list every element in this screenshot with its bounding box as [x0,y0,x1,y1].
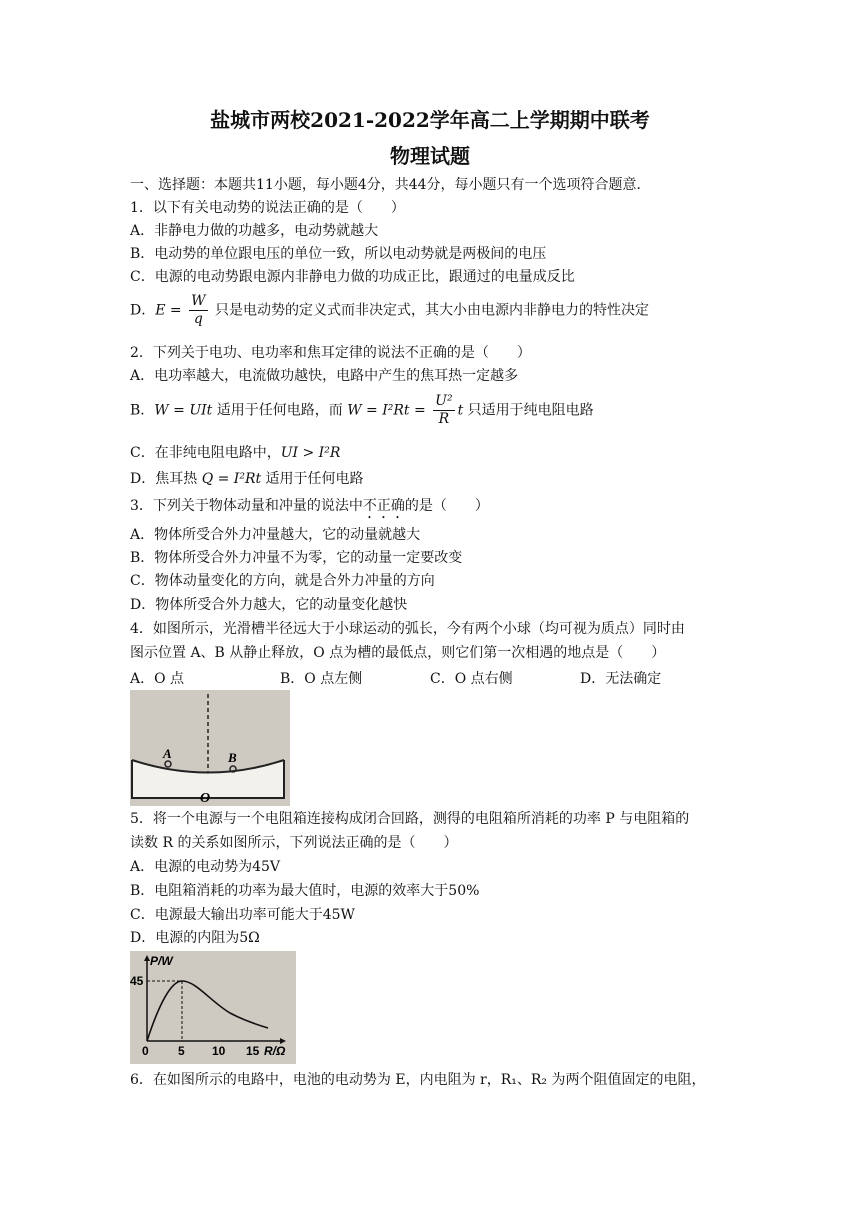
q2-option-c [130,444,340,462]
q1-d-prefix: D． [130,302,156,319]
q4-option-d: D．无法确定 [580,671,662,687]
q4-stem-line2: 图示位置 A、B 从静止释放，O 点为槽的最低点，则它们第一次相遇的地点是（ ） [130,645,666,661]
q5-stem-line1: 5．将一个电源与一个电阻箱连接构成闭合回路，测得的电阻箱所消耗的功率 P 与电阻箱的 [130,811,690,827]
q3-option-b: B．物体所受合外力冲量不为零，它的动量一定要改变 [130,550,463,566]
q2-d-formula: Q = I²Rt [201,471,262,487]
q3-option-c: C．物体动量变化的方向，就是合外力冲量的方向 [130,573,435,589]
q1-option-c: C．电源的电动势跟电源内非静电力做的功成正比，跟通过的电量成反比 [130,269,575,285]
q4-groove-figure [130,690,290,806]
q2-b-mid: 适用于任何电路，而 [212,402,348,419]
q3-option-d: D．物体所受合外力越大，它的动量变化越快 [130,597,408,613]
q5-option-c: C．电源最大输出功率可能大于45W [130,907,355,923]
q3-stem-a: 3．下列关于物体动量和冲量的说法中 [130,498,363,514]
q2-b-text: 只适用于纯电阻电路 [463,402,594,419]
page-title: 盐城市两校2021-2022学年高二上学期期中联考 [210,108,650,132]
q5-x-tick-10: 10 [212,1044,226,1058]
q5-x-label: R/Ω [264,1044,286,1058]
q3-stem [130,497,489,522]
q4-option-b: B．O 点左侧 [280,671,363,687]
q4-label-a: A [163,746,172,761]
q2-b-t: t [457,402,464,419]
q4-option-a: A．O 点 [130,671,185,687]
q2-d-prefix: D．焦耳热 [130,471,202,487]
q1-d-eq: = [165,302,187,319]
q2-c-formula: UI > I²R [280,445,341,461]
q2-b-fraction [433,393,454,428]
q2-d-text: 适用于任何电路 [261,471,364,487]
q4-option-c: C．O 点右侧 [430,671,513,687]
q2-b-formula1: W = UIt [154,402,213,419]
q5-option-a: A．电源的电动势为45V [130,859,281,875]
q2-option-a: A．电功率越大，电流做功越快，电路中产生的焦耳热一定越多 [130,368,519,384]
q1-d-e: E [155,302,166,319]
q2-b-prefix: B． [130,402,155,419]
q2-b-formula2: W = I²Rt = [347,402,431,419]
q2-option-b [130,393,594,428]
page-subtitle: 物理试题 [390,144,470,168]
q6-stem-line1: 6．在如图所示的电路中，电池的电动势为 E，内电阻为 r，R₁、R₂ 为两个阻值固定的电阻， [130,1072,706,1088]
q2-c-prefix: C．在非纯电阻电路中， [130,445,281,461]
q1-d-fraction [189,293,207,328]
q3-stem-c: 的是（ ） [404,498,489,514]
q5-x-tick-5: 5 [178,1044,185,1058]
q1-option-b: B．电动势的单位跟电压的单位一致，所以电动势就是两极间的电压 [130,246,547,262]
q4-label-b: B [228,750,237,765]
q1-d-numerator: W [191,293,206,309]
q2-b-numerator: U² [435,393,453,409]
q2-option-d [130,470,364,488]
q5-power-graph [130,951,296,1064]
q4-stem-line1: 4．如图所示，光滑槽半径远大于小球运动的弧长，今有两个小球（均可视为质点）同时由 [130,621,685,637]
q1-stem: 1．以下有关电动势的说法正确的是（ ） [130,200,405,216]
q1-d-denominator: q [193,311,203,327]
q1-d-text: 只是电动势的定义式而非决定式，其大小由电源内非静电力的特性决定 [210,302,649,319]
q4-options [130,668,661,688]
section-heading: 一、选择题：本题共11小题，每小题4分，共44分，每小题只有一个选项符合题意． [130,177,651,193]
q5-stem-line2: 读数 R 的关系如图所示，下列说法正确的是（ ） [130,835,458,851]
q1-option-a: A．非静电力做的功越多，电动势就越大 [130,223,379,239]
q4-label-o: O [200,791,211,806]
q5-x-tick-15: 15 [246,1044,260,1058]
q2-b-denominator: R [438,411,450,427]
q5-option-d: D．电源的内阻为5Ω [130,930,260,946]
q5-y-label: P/W [150,954,173,968]
q5-y-mark: 45 [130,974,144,988]
q5-x-tick-0: 0 [142,1044,149,1058]
q3-stem-emphasis: 不正确 [362,498,405,514]
q2-stem: 2．下列关于电功、电功率和焦耳定律的说法不正确的是（ ） [130,345,531,361]
q1-option-d [130,293,649,328]
q5-option-b: B．电阻箱消耗的功率为最大值时，电源的效率大于50% [130,883,480,899]
q3-option-a: A．物体所受合外力冲量越大，它的动量就越大 [130,527,421,543]
